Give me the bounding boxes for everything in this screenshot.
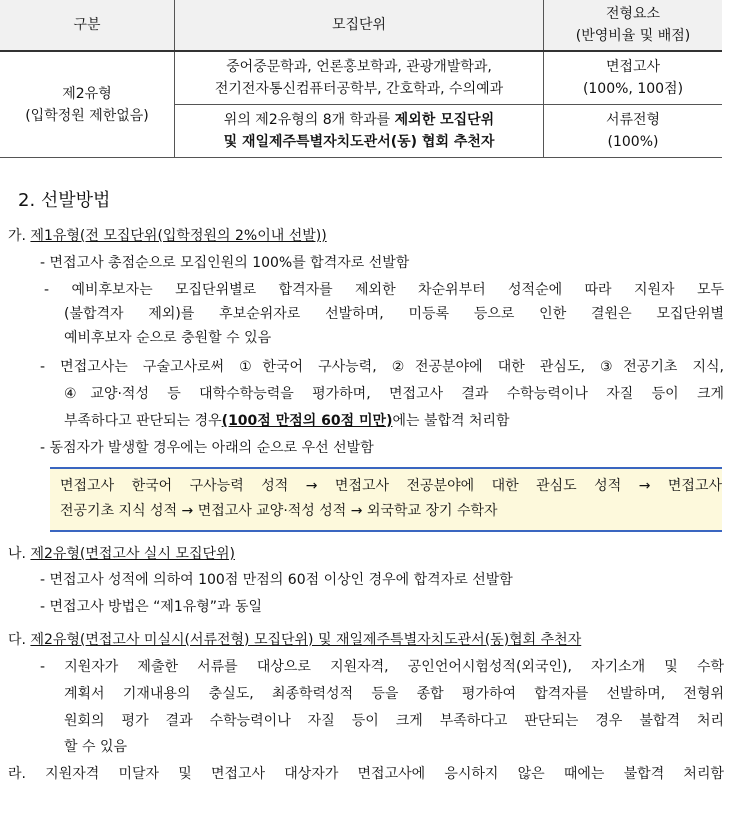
element-cell	[544, 105, 723, 158]
unit-text-bold: 제외한 모집단위	[394, 112, 495, 128]
item-marker: 다.	[8, 632, 26, 648]
group-name: 제2유형	[62, 85, 112, 102]
bullet-line: 계획서 기재내용의 충실도, 최종학력성적 등을 종합 평가하여 합격자를 선발하며, 전형위	[64, 686, 724, 702]
group-note: (입학정원 제한없음)	[25, 107, 149, 124]
element-ratio: (100%)	[607, 134, 659, 150]
element-ratio: (100%, 100점)	[582, 81, 684, 97]
item-na-heading	[8, 544, 235, 564]
unit-line-bold: 및 재일제주특별자치도관서(동) 협회 추천자	[223, 134, 495, 150]
bullet-line: ④교양·적성 등 대학수학능력을 평가하며, 면접고사 결과 수학능력이나 자질 등이 크게	[64, 386, 724, 402]
bullet-line: (불합격자 제외)를 후보순위자로 선발하며, 미등록 등으로 인한 결원은 모집단위별	[64, 306, 724, 322]
bullet-line: - 지원자가 제출한 서류를 대상으로 지원자격, 공인언어시험성적(외국인), 자기소개 및 수학	[40, 659, 724, 675]
bullet-text-emphasis: (100점 만점의 60점 미만)	[221, 413, 393, 429]
bullet-line: - 면접고사 총점순으로 모집인원의 100%를 합격자로 선발함	[40, 255, 410, 271]
item-title: 제2유형(면접고사 미실시(서류전형) 모집단위) 및 재일제주특별자치도관서(동)협회 추천자	[30, 632, 582, 648]
header-division: 구분	[0, 0, 175, 51]
unit-line: 전기전자통신컴퓨터공학부, 간호학과, 수의예과	[214, 81, 504, 97]
selection-table	[0, 0, 722, 158]
unit-text: 위의 제2유형의 8개 학과를	[223, 112, 395, 128]
item-marker: 나.	[8, 546, 26, 562]
element-cell	[544, 51, 723, 105]
item-da-heading	[8, 630, 581, 650]
table-row	[0, 51, 722, 105]
bullet-line	[64, 411, 510, 431]
element-name: 면접고사	[605, 59, 661, 75]
section-title: 2. 선발방법	[18, 190, 111, 211]
element-name: 서류전형	[605, 112, 661, 128]
item-ga-heading	[8, 226, 327, 246]
bullet-line: 할 수 있음	[64, 739, 127, 755]
bullet-line: - 면접고사 방법은 “제1유형”과 동일	[40, 599, 263, 615]
tiebreak-line: 전공기초 지식 성적 → 면접고사 교양·적성 성적 → 외국학교 장기 수학자	[60, 503, 498, 519]
header-unit: 모집단위	[175, 0, 544, 51]
unit-cell	[175, 105, 544, 158]
bullet-line: - 동점자가 발생할 경우에는 아래의 순으로 우선 선발함	[40, 440, 374, 456]
unit-line: 중어중문학과, 언론홍보학과, 관광개발학과,	[226, 59, 492, 75]
unit-cell	[175, 51, 544, 105]
header-element	[544, 0, 723, 51]
item-title: 제1유형(전 모집단위(입학정원의 2%이내 선발))	[30, 228, 327, 244]
item-marker: 가.	[8, 228, 26, 244]
header-element-sub: (반영비율 및 배점)	[575, 28, 691, 44]
bullet-line: - 면접고사 성적에 의하여 100점 만점의 60점 이상인 경우에 합격자로 선발함	[40, 572, 513, 588]
unit-line	[175, 109, 543, 131]
tiebreak-line: 면접고사 한국어 구사능력 성적 → 면접고사 전공분야에 대한 관심도 성적 → 면접고사	[60, 478, 722, 494]
bullet-text: 부족하다고 판단되는 경우	[64, 413, 222, 429]
bullet-line: 원회의 평가 결과 수학능력이나 자질 등이 크게 부족하다고 판단되는 경우 불합격 처리	[64, 713, 724, 729]
item-ra-text: 라. 지원자격 미달자 및 면접고사 대상자가 면접고사에 응시하지 않은 때에는 불합격 처리함	[8, 766, 724, 782]
bullet-line: - 면접고사는 구술고사로써 ①한국어 구사능력, ②전공분야에 대한 관심도, ③전공기초 지식,	[40, 359, 724, 375]
bullet-text: 에는 불합격 처리함	[392, 413, 510, 429]
bullet-line: 예비후보자 순으로 충원할 수 있음	[64, 330, 272, 346]
item-title: 제2유형(면접고사 실시 모집단위)	[30, 546, 235, 562]
header-element-title: 전형요소	[605, 6, 661, 22]
bullet-line: - 예비후보자는 모집단위별로 합격자를 제외한 차순위부터 성적순에 따라 지원자 모두	[44, 282, 724, 298]
group-cell	[0, 51, 175, 158]
